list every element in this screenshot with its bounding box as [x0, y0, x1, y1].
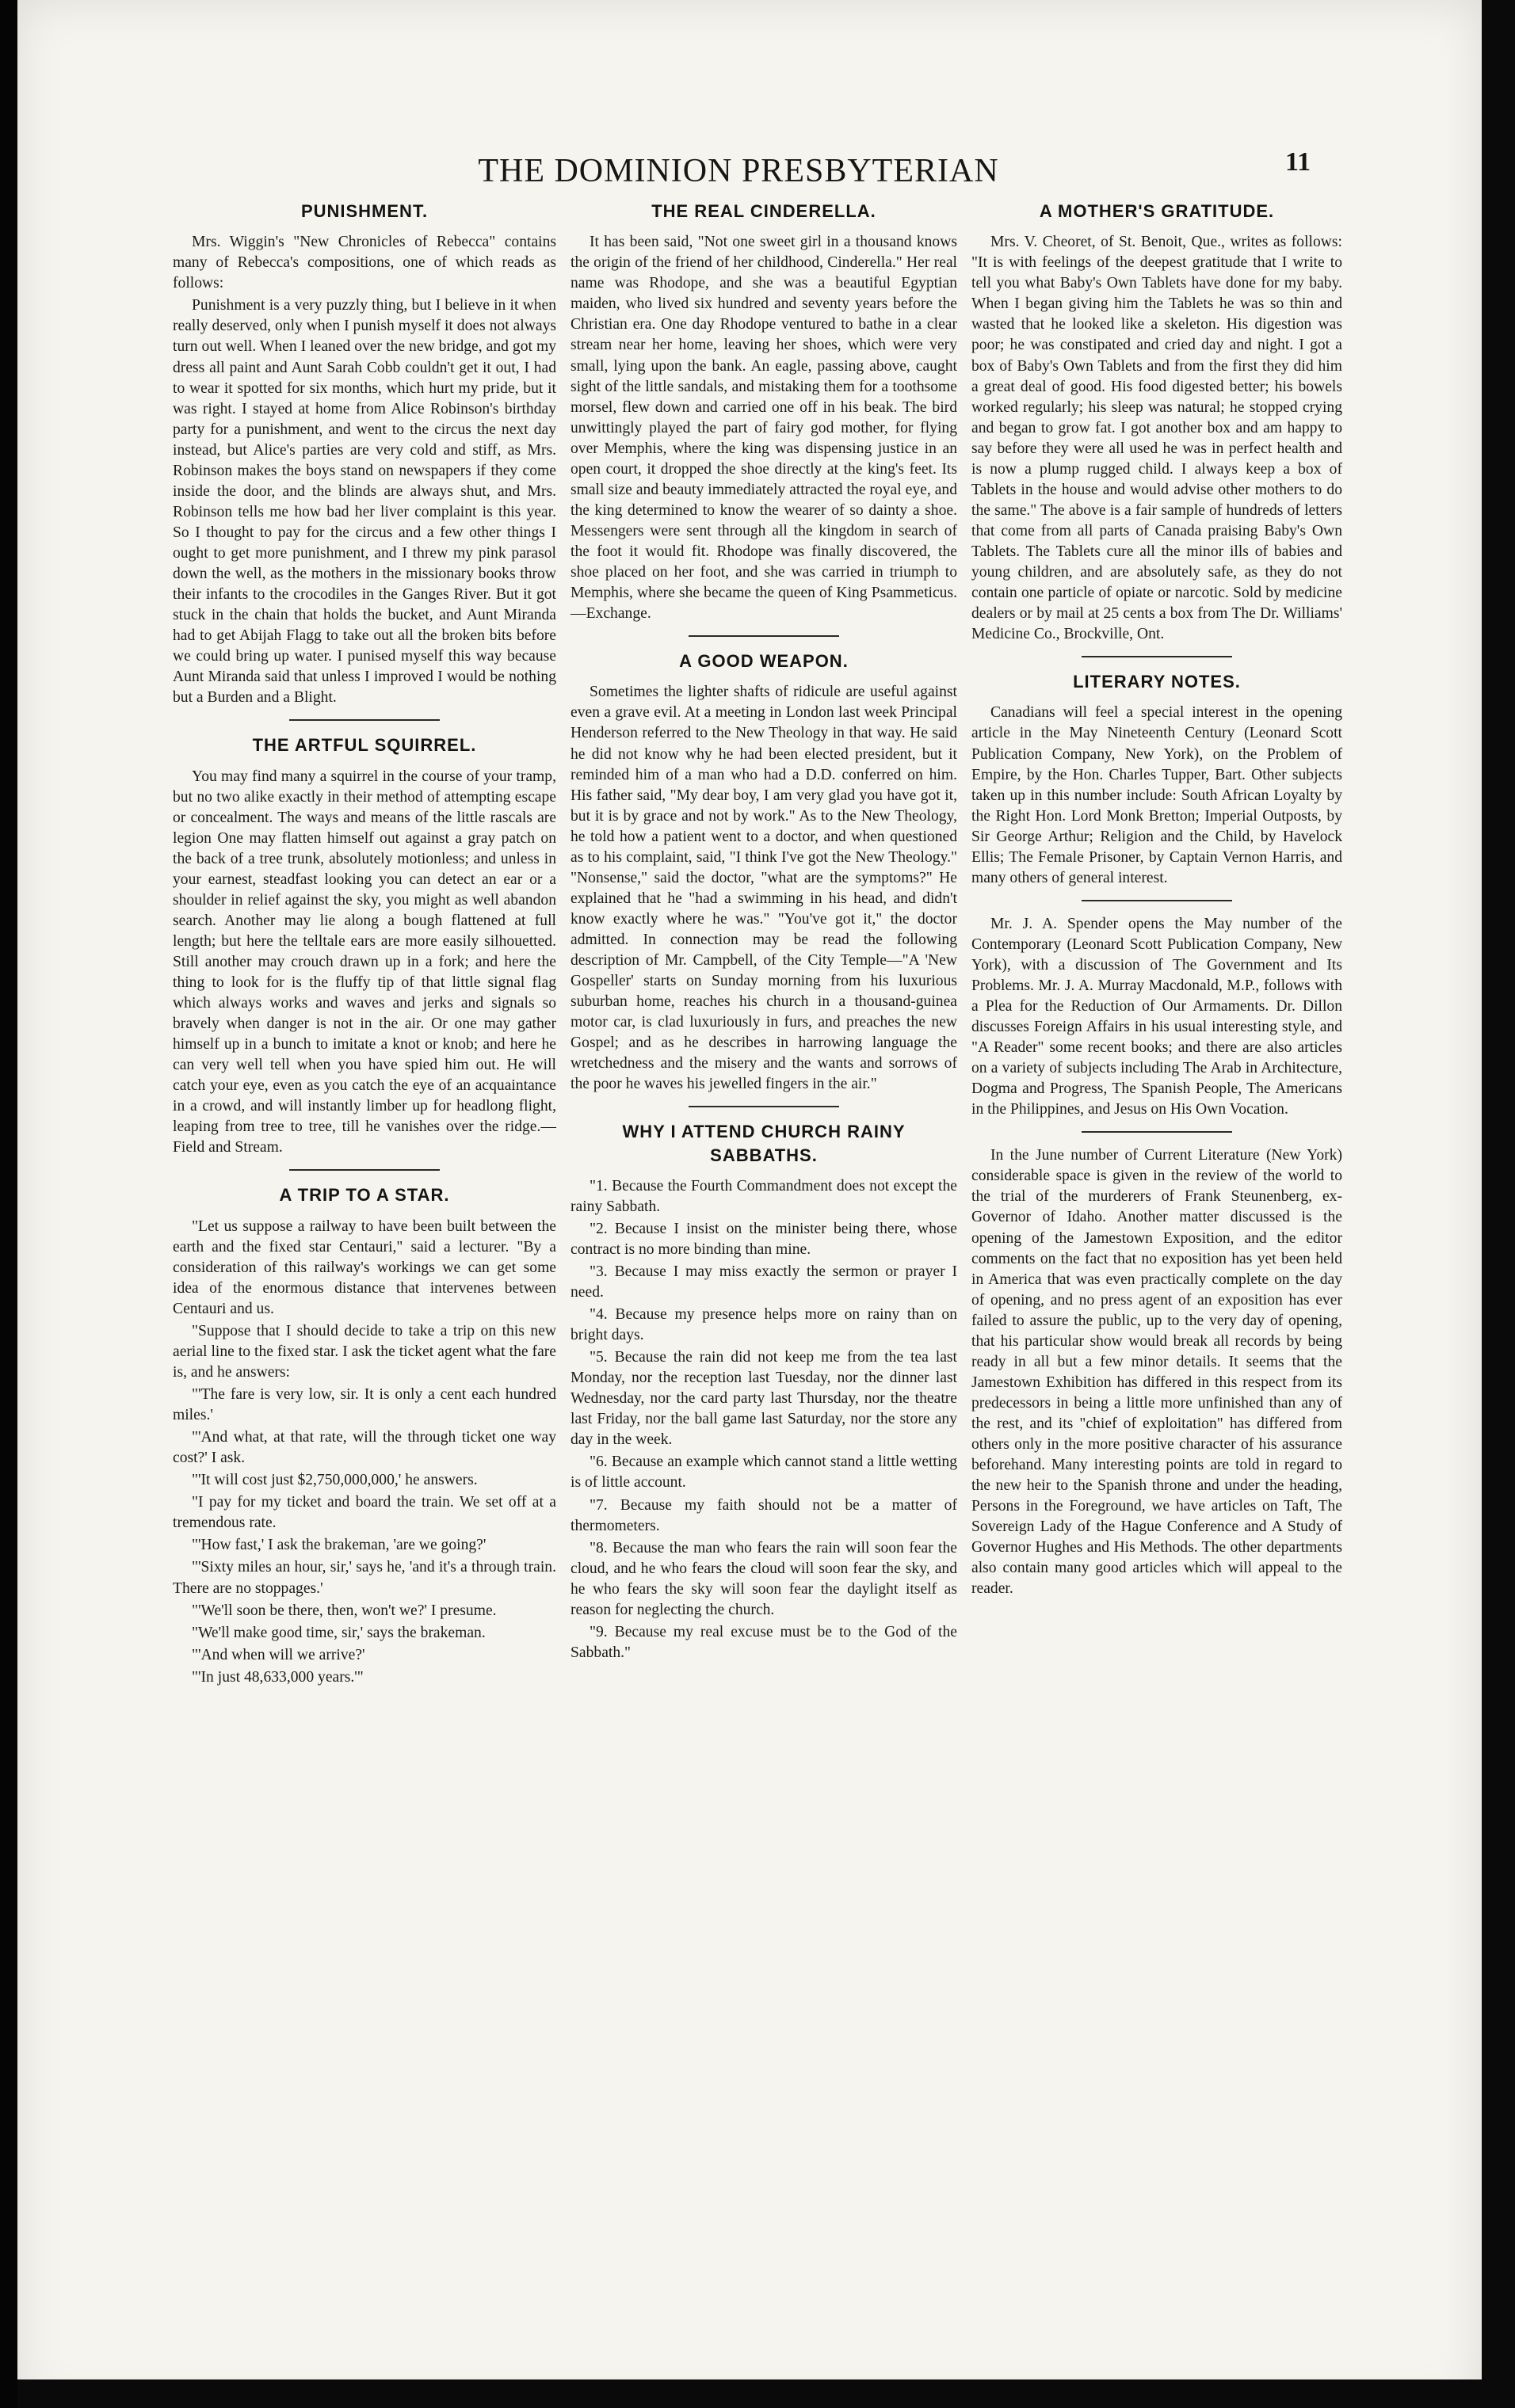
scan-border-bottom	[17, 2379, 1499, 2408]
article-paragraph: "'The fare is very low, sir. It is only a cent each hundred miles.'	[173, 1386, 556, 1424]
article-paragraph: "'How fast,' I ask the brakeman, 'are we going?'	[192, 1537, 487, 1554]
article-paragraph: "I pay for my ticket and board the train. We set off at a tremendous rate.	[173, 1494, 556, 1532]
article-title: A TRIP TO A STAR.	[279, 1185, 450, 1206]
article-paragraph: "Let us suppose a railway to have been built between the earth and the fixed star Centauri," said a lecturer. "By a consideration of this railway's workings we can get some idea of the enormous distance that intervenes between Centauri and us.	[173, 1217, 556, 1317]
newspaper-page	[17, 0, 1482, 2408]
article-paragraph: It has been said, "Not one sweet girl in a thousand knows the origin of the friend of her childhood, Cinderella." Her real name was Rhodope, and she was a beautiful Egyptian maiden, who lived six hundred and seventy years before the Christian era. One day Rhodope ventured to bathe in a clear stream near her home, leaving her shoes, which were very small, lying upon the bank. An eagle, passing above, caught sight of the little sandals, and mistaking them for a toothsome morsel, flew down and carried one off in his beak. The bird unwittingly played the part of fairy god mother, for flying over Memphis, where the king was dispensing justice in an open court, it dropped the shoe directly at the king's feet. Its small size and beauty immediately attracted the royal eye, and the king determined to know the wearer of so dainty a shoe. Messengers were sent through all the kingdom in search of the foot it would fit. Rhodope was finally discovered, the shoe placed on her foot, and she was carried in triumph to Memphis, where she became the queen of King Psammeticus.—Exchange.	[571, 234, 957, 623]
article-title: WHY I ATTEND CHURCH RAINY SABBATHS.	[622, 1122, 906, 1165]
article-paragraph: "8. Because the man who fears the rain will soon fear the cloud, and he who fears the cloud will soon fear the sky, and he who fears the sky will soon fear the daylight itself as reason for neglecting the church.	[571, 1539, 957, 1618]
article-paragraph: "7. Because my faith should not be a matter of thermometers.	[571, 1496, 957, 1534]
article	[971, 670, 1342, 889]
article	[971, 1145, 1342, 1599]
article-paragraph: "We'll make good time, sir,' says the brakeman.	[192, 1624, 486, 1641]
article-paragraph: "9. Because my real excuse must be to the God of the Sabbath."	[571, 1623, 957, 1661]
article-divider	[1082, 900, 1232, 901]
article-paragraph: "'In just 48,633,000 years.'"	[192, 1668, 364, 1686]
article-paragraph: "1. Because the Fourth Commandment does not except the rainy Sabbath.	[571, 1177, 957, 1215]
article-paragraph: "'And when will we arrive?'	[192, 1646, 365, 1663]
article	[971, 200, 1342, 645]
article	[173, 200, 556, 708]
article-divider	[1082, 656, 1232, 657]
scan-border	[0, 0, 17, 2408]
article-paragraph: "'And what, at that rate, will the through ticket one way cost?' I ask.	[173, 1429, 556, 1467]
article-paragraph: Mrs. V. Cheoret, of St. Benoit, Que., writes as follows: "It is with feelings of the deepest gratitude that I write to tell you what Baby's Own Tablets have done for my baby. When I began giving him the Tablets he was so thin and wasted that he looked like a skeleton. His digestion was poor; he was constipated and cried day and night. I got a box of Baby's Own Tablets and from the first they did him a great deal of good. His food digested better; his bowels worked regularly; his sleep was natural; he stopped crying and began to grow fat. I got another box and am happy to say before they were all used he was in perfect health and is now a plump rugged child. I always keep a box of Tablets in the house and would advise other mothers to do the same." The above is a fair sample of hundreds of letters that come from all parts of Canada praising Baby's Own Tablets. The Tablets cure all the minor ills of babies and young children, and are absolutely safe, as they do not contain one particle of opiate or narcotic. Sold by medicine dealers or by mail at 25 cents a box from The Dr. Williams' Medicine Co., Brockville, Ont.	[971, 234, 1342, 643]
article-divider	[1082, 1131, 1232, 1133]
article	[971, 914, 1342, 1120]
article-paragraph: Mr. J. A. Spender opens the May number of the Contemporary (Leonard Scott Publication Company, New York), with a discussion of The Government and Its Problems. Mr. J. A. Murray Macdonald, M.P., follows with a Plea for the Reduction of Our Armaments. Dr. Dillon discusses Foreign Affairs in his usual interesting style, and "A Reader" some recent books; and there are also articles on a variety of subjects including The Arab in Architecture, Dogma and Progress, The Spanish People, The Americans in the Philippines, and Jesus on His Own Vocation.	[971, 915, 1342, 1118]
article-paragraph: Mrs. Wiggin's "New Chronicles of Rebecca" contains many of Rebecca's compositions, one of which reads as follows:	[173, 234, 556, 292]
article-title: THE ARTFUL SQUIRREL.	[252, 735, 477, 756]
article-divider	[289, 719, 440, 721]
article-paragraph: "'We'll soon be there, then, won't we?' I presume.	[192, 1602, 497, 1619]
column-2	[571, 200, 957, 1671]
article-title: A MOTHER'S GRATITUDE.	[1039, 201, 1275, 221]
article-paragraph: "4. Because my presence helps more on rainy than on bright days.	[571, 1306, 957, 1344]
article-paragraph: "3. Because I may miss exactly the sermon or prayer I need.	[571, 1263, 957, 1301]
article-paragraph: In the June number of Current Literature (New York) considerable space is given in the review of the world to the trial of the murderers of Frank Steunenberg, ex-Governor of Idaho. Another matter discussed is the opening of the Jamestown Exposition, and the editor comments on the fact that no exposition has yet been held in America that was even practically complete on the day of opening, and no press agent of an exposition has ever failed to assure the public, up to the very day of opening, that his particular show would break all records by being ready in all but a few minor details. It seems that the Jamestown Exhibition has differed in this respect from its predecessors in being a little more unfinished than any of the rest, and its "chief of exploitation" has differed from others only in the more positive character of his assurance beforehand. Many interesting points are told in regard to the new heir to the Spanish throne and under the heading, Persons in the Foreground, we have articles on Taft, The Sovereign Lady of the Hague Conference and A Study of Governor Hughes and His Methods. The other departments also contain many good articles which will appeal to the reader.	[971, 1147, 1342, 1598]
article-paragraph: "2. Because I insist on the minister being there, whose contract is no more binding than mine.	[571, 1220, 957, 1258]
column-1	[173, 200, 556, 1696]
article-title: THE REAL CINDERELLA.	[651, 201, 876, 221]
page-number: 11	[1285, 147, 1311, 177]
article-paragraph: "'Sixty miles an hour, sir,' says he, 'and it's a through train. There are no stoppages.'	[173, 1559, 556, 1597]
article	[173, 1183, 556, 1687]
article-title: A GOOD WEAPON.	[679, 651, 849, 672]
article	[173, 733, 556, 1158]
article-divider	[689, 1106, 839, 1107]
article	[571, 200, 957, 624]
article-title: LITERARY NOTES.	[1073, 672, 1241, 692]
article	[571, 650, 957, 1095]
article	[571, 1120, 957, 1663]
article-paragraph: "'It will cost just $2,750,000,000,' he answers.	[192, 1472, 478, 1489]
column-3	[971, 200, 1342, 1607]
page-header-title: THE DOMINION PRESBYTERIAN	[478, 153, 999, 189]
scan-border-right	[1482, 0, 1515, 2408]
article-title: PUNISHMENT.	[300, 201, 429, 221]
article-paragraph: "6. Because an example which cannot stand a little wetting is of little account.	[571, 1454, 957, 1492]
article-paragraph: Punishment is a very puzzly thing, but I believe in it when really deserved, only when I punish myself it does not always turn out well. When I leaned over the new bridge, and got my dress all paint and Aunt Sarah Cobb couldn't get it out, I had to wear it spotted for six months, which hurt my pride, but it was right. I stayed at home from Alice Robinson's birthday party for a punishment, and went to the circus the next day instead, but Alice's parties are very cold and stiff, as Mrs. Robinson makes the boys stand on newspapers if they come inside the door, and the blinds are always shut, and Mrs. Robinson tells me how bad her liver complaint is this year. So I thought to pay for the circus and a few other things I ought to get more punishment, and I threw my pink parasol down the well, as the mothers in the missionary books throw their infants to the crocodiles in the Ganges River. But it got stuck in the chain that holds the bucket, and Aunt Miranda had to get Abijah Flagg to take out all the broken bits before we could bring up water. I punised myself this way because Aunt Miranda said that unless I improved I would be nothing but a Burden and a Blight.	[173, 297, 556, 707]
article-paragraph: You may find many a squirrel in the course of your tramp, but no two alike exactly in their method of attempting escape or concealment. The ways and means of the little rascals are legion One may flatten himself out against a gray patch on the back of a tree trunk, absolutely motionless; and unless in your earnest, steadfast looking you can detect an ear or a shoulder in relief against the sky, you might as well abandon search. Another may lie along a bough flattened at full length; but here the telltale ears are more easily silhouetted. Still another may crouch drawn up in a fork; and here the thing to look for is the fluffy tip of that little signal flag which always works and waves and jerks and signals so bravely when danger is not in the air. Or one may gather himself up in a bunch to imitate a knot or knob; and here he can very well tell when you have spied him out. He will catch your eye, even as you catch the eye of an acquaintance in a crowd, and will instantly limber up for headlong flight, leaping from tree to tree, till he vanishes over the ridge.—Field and Stream.	[173, 768, 556, 1156]
article-paragraph: "5. Because the rain did not keep me from the tea last Monday, nor the reception last Tuesday, nor the dinner last Wednesday, nor the card party last Thursday, nor the theatre last Friday, nor the ball game last Saturday, nor the store any day in the week.	[571, 1349, 957, 1449]
article-paragraph: Sometimes the lighter shafts of ridicule are useful against even a grave evil. At a meeting in London last week Principal Henderson referred to the New Theology in that way. He said he did not know why he had been elected president, but it reminded him of a man who had a D.D. conferred on him. His father said, "My dear boy, I am very glad you have got it, but it is by grace and not by work." As to the New Theology, he told how a patient went to a doctor, and when questioned as to his complaint, said, "I think I've got the New Theology." "Nonsense," said the doctor, "what are the symptoms?" He explained that he "had a swimming in his head, and didn't know exactly where he was." "You've got it," the doctor admitted. In connection may be read the following description of Mr. Campbell, of the City Temple—"A 'New Gospeller' starts on Sunday morning from his luxurious suburban home, reaches his church in a thousand-guinea motor car, is clad luxuriously in furs, and preaches the new Gospel; and as he describes in harrowing language the wretchedness and the misery and the wants and sorrows of the poor he waves his jewelled fingers in the air."	[571, 684, 957, 1093]
article-divider	[289, 1169, 440, 1171]
article-divider	[689, 635, 839, 637]
article-paragraph: Canadians will feel a special interest in the opening article in the May Nineteenth Century (Leonard Scott Publication Company, New York), on the Problem of Empire, by the Hon. Charles Tupper, Bart. Other subjects taken up in this number include: South African Loyalty by the Right Hon. Lord Monk Bretton; Imperial Outposts, by Sir George Arthur; Religion and the Child, by Havelock Ellis; The Female Prisoner, by Captain Vernon Harris, and many others of general interest.	[971, 704, 1342, 886]
article-paragraph: "Suppose that I should decide to take a trip on this new aerial line to the fixed star. I ask the ticket agent what the fare is, and he answers:	[173, 1322, 556, 1381]
